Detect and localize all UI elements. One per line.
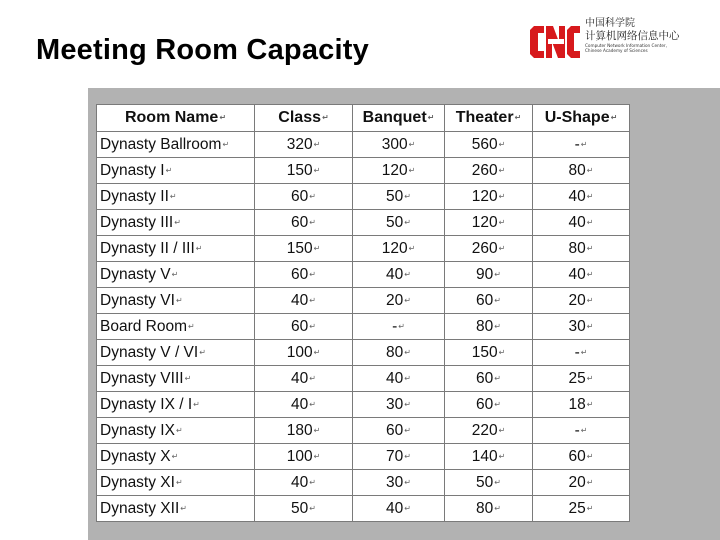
table-row: [97, 158, 630, 184]
cell-class: 40↵: [255, 366, 353, 392]
table-row: [97, 236, 630, 262]
cell-theater: 50↵: [445, 470, 533, 496]
cell-room-name: Dynasty II↵: [97, 184, 255, 210]
cell-banquet: 40↵: [353, 366, 445, 392]
cell-banquet: 50↵: [353, 210, 445, 236]
header-class: Class↵: [255, 105, 353, 132]
cell-banquet: 60↵: [353, 418, 445, 444]
capacity-table: [96, 104, 630, 522]
cell-banquet: 20↵: [353, 288, 445, 314]
cell-banquet: 30↵: [353, 470, 445, 496]
cell-banquet: 40↵: [353, 496, 445, 522]
cell-room-name: Dynasty V↵: [97, 262, 255, 288]
cell-room-name: Dynasty XI↵: [97, 470, 255, 496]
cell-banquet: 50↵: [353, 184, 445, 210]
cell-class: 150↵: [255, 158, 353, 184]
cell-u-shape: 40↵: [533, 184, 630, 210]
cell-theater: 560↵: [445, 132, 533, 158]
cell-banquet: 40↵: [353, 262, 445, 288]
table-row: [97, 470, 630, 496]
logo-center-cn: 计算机网络信息中心: [585, 30, 680, 42]
cell-theater: 80↵: [445, 496, 533, 522]
cell-theater: 150↵: [445, 340, 533, 366]
cell-u-shape: 30↵: [533, 314, 630, 340]
cell-theater: 120↵: [445, 184, 533, 210]
cell-theater: 80↵: [445, 314, 533, 340]
cell-room-name: Dynasty IX↵: [97, 418, 255, 444]
cell-banquet: 300↵: [353, 132, 445, 158]
cell-banquet: 70↵: [353, 444, 445, 470]
cell-room-name: Dynasty VIII↵: [97, 366, 255, 392]
cell-theater: 60↵: [445, 392, 533, 418]
cnc-logo-icon: [528, 20, 582, 64]
table-row: [97, 418, 630, 444]
cell-class: 60↵: [255, 262, 353, 288]
cell-u-shape: 25↵: [533, 366, 630, 392]
cell-u-shape: 18↵: [533, 392, 630, 418]
cell-u-shape: -↵: [533, 418, 630, 444]
cell-class: 60↵: [255, 184, 353, 210]
cell-class: 320↵: [255, 132, 353, 158]
slide-header: [0, 0, 720, 88]
cell-banquet: 120↵: [353, 236, 445, 262]
cell-class: 40↵: [255, 288, 353, 314]
cell-u-shape: 60↵: [533, 444, 630, 470]
cell-banquet: 30↵: [353, 392, 445, 418]
cell-theater: 220↵: [445, 418, 533, 444]
cell-theater: 60↵: [445, 366, 533, 392]
cell-room-name: Dynasty V / VI↵: [97, 340, 255, 366]
table-row: [97, 210, 630, 236]
logo-org-cn: 中国科学院: [585, 18, 635, 29]
cell-theater: 140↵: [445, 444, 533, 470]
cell-u-shape: 80↵: [533, 158, 630, 184]
cell-room-name: Board Room↵: [97, 314, 255, 340]
cell-theater: 90↵: [445, 262, 533, 288]
cell-room-name: Dynasty II / III↵: [97, 236, 255, 262]
cell-room-name: Dynasty VI↵: [97, 288, 255, 314]
cell-banquet: 120↵: [353, 158, 445, 184]
cell-room-name: Dynasty Ballroom↵: [97, 132, 255, 158]
table-row: [97, 366, 630, 392]
cell-class: 40↵: [255, 392, 353, 418]
logo-text-block: [585, 18, 715, 53]
cell-u-shape: 20↵: [533, 288, 630, 314]
cell-u-shape: 20↵: [533, 470, 630, 496]
table-body: [97, 132, 630, 522]
header-theater: Theater↵: [445, 105, 533, 132]
cell-class: 40↵: [255, 470, 353, 496]
cell-class: 60↵: [255, 210, 353, 236]
table-row: [97, 496, 630, 522]
table-row: [97, 288, 630, 314]
cell-theater: 120↵: [445, 210, 533, 236]
cell-theater: 260↵: [445, 236, 533, 262]
cell-theater: 60↵: [445, 288, 533, 314]
cell-class: 100↵: [255, 340, 353, 366]
header-u-shape: U-Shape↵: [533, 105, 630, 132]
cell-class: 180↵: [255, 418, 353, 444]
table-row: [97, 132, 630, 158]
cell-u-shape: 80↵: [533, 236, 630, 262]
cell-banquet: -↵: [353, 314, 445, 340]
capacity-table-container: [96, 104, 629, 522]
header-room-name: Room Name↵: [97, 105, 255, 132]
cell-class: 50↵: [255, 496, 353, 522]
cell-banquet: 80↵: [353, 340, 445, 366]
table-row: [97, 392, 630, 418]
cell-class: 60↵: [255, 314, 353, 340]
cell-class: 150↵: [255, 236, 353, 262]
table-row: [97, 184, 630, 210]
cell-room-name: Dynasty III↵: [97, 210, 255, 236]
cell-room-name: Dynasty I↵: [97, 158, 255, 184]
table-header-row: [97, 105, 630, 132]
logo-center-en: Computer Network Information Center,: [585, 43, 667, 48]
cell-room-name: Dynasty IX / I↵: [97, 392, 255, 418]
cell-u-shape: 40↵: [533, 210, 630, 236]
slide-title: Meeting Room Capacity: [36, 34, 369, 66]
table-row: [97, 262, 630, 288]
cell-class: 100↵: [255, 444, 353, 470]
table-row: [97, 444, 630, 470]
logo-org-en: Chinese Academy of Sciences: [585, 48, 648, 53]
cell-room-name: Dynasty X↵: [97, 444, 255, 470]
cell-u-shape: 40↵: [533, 262, 630, 288]
cell-u-shape: 25↵: [533, 496, 630, 522]
cell-theater: 260↵: [445, 158, 533, 184]
cell-u-shape: -↵: [533, 132, 630, 158]
cnic-logo: [528, 18, 713, 66]
header-banquet: Banquet↵: [353, 105, 445, 132]
table-row: [97, 340, 630, 366]
table-row: [97, 314, 630, 340]
cell-u-shape: -↵: [533, 340, 630, 366]
cell-room-name: Dynasty XII↵: [97, 496, 255, 522]
